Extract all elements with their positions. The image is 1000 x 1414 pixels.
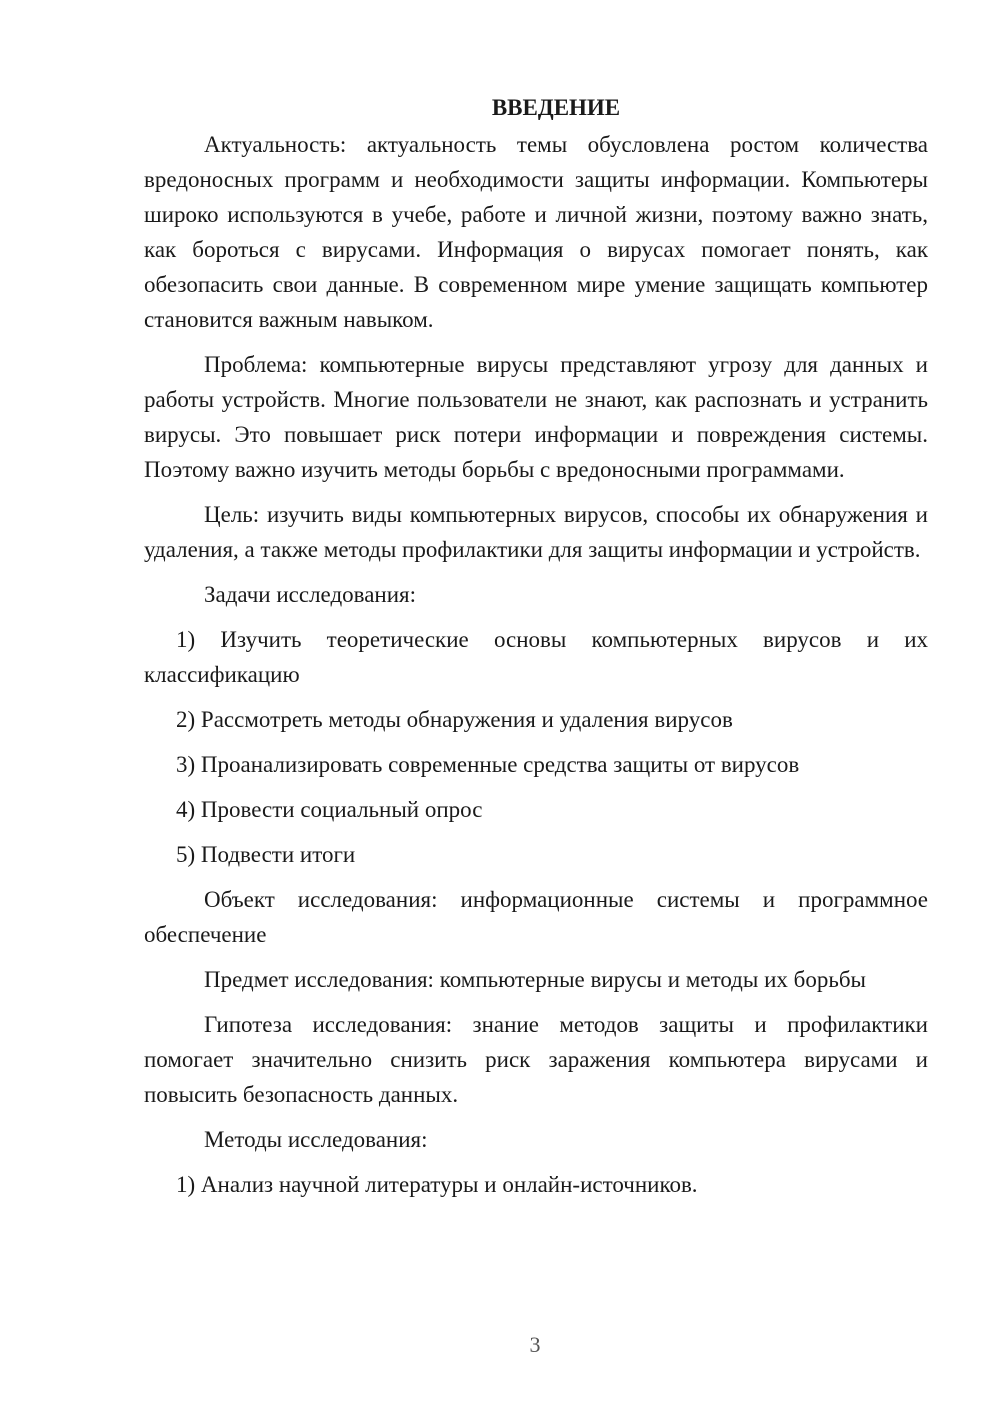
task-item-4: 4) Провести социальный опрос bbox=[176, 797, 483, 822]
task-item-5: 5) Подвести итоги bbox=[176, 842, 356, 867]
task-item-2: 2) Рассмотреть методы обнаружения и удаления вирусов bbox=[176, 707, 733, 732]
method-item-1: 1) Анализ научной литературы и онлайн-источников. bbox=[176, 1172, 698, 1197]
methods-title: Методы исследования: bbox=[204, 1127, 428, 1152]
paragraph-problem: Проблема: компьютерные вирусы представляют угрозу для данных и работы устройств. Многие пользователи не знают, как распознать и устранить вирусы. Это повышает риск потери информации и повреждения системы. Поэтому важно изучить методы борьбы с вредоносными программами. bbox=[144, 352, 928, 482]
task-item-1: 1) Изучить теоретические основы компьютерных вирусов и их классификацию bbox=[144, 627, 928, 687]
page-number: 3 bbox=[529, 1332, 541, 1357]
page-content bbox=[144, 90, 928, 1212]
task-item-3: 3) Проанализировать современные средства защиты от вирусов bbox=[176, 752, 800, 777]
paragraph-subject: Предмет исследования: компьютерные вирусы и методы их борьбы bbox=[204, 967, 866, 992]
paragraph-object: Объект исследования: информационные системы и программное обеспечение bbox=[144, 887, 928, 947]
paragraph-goal: Цель: изучить виды компьютерных вирусов, способы их обнаружения и удаления, а также методы профилактики для защиты информации и устройств. bbox=[144, 502, 928, 562]
section-heading: ВВЕДЕНИЕ bbox=[491, 95, 621, 120]
tasks-title: Задачи исследования: bbox=[204, 582, 417, 607]
paragraph-hypothesis: Гипотеза исследования: знание методов защиты и профилактики помогает значительно снизить риск заражения компьютера вирусами и повысить безопасность данных. bbox=[144, 1012, 928, 1107]
paragraph-relevance: Актуальность: актуальность темы обусловлена ростом количества вредоносных программ и необходимости защиты информации. Компьютеры широко используются в учебе, работе и личной жизни, поэтому важно знать, как бороться с вирусами. Информация о вирусах помогает понять, как обезопасить свои данные. В современном мире умение защищать компьютер становится важным навыком. bbox=[144, 132, 928, 332]
